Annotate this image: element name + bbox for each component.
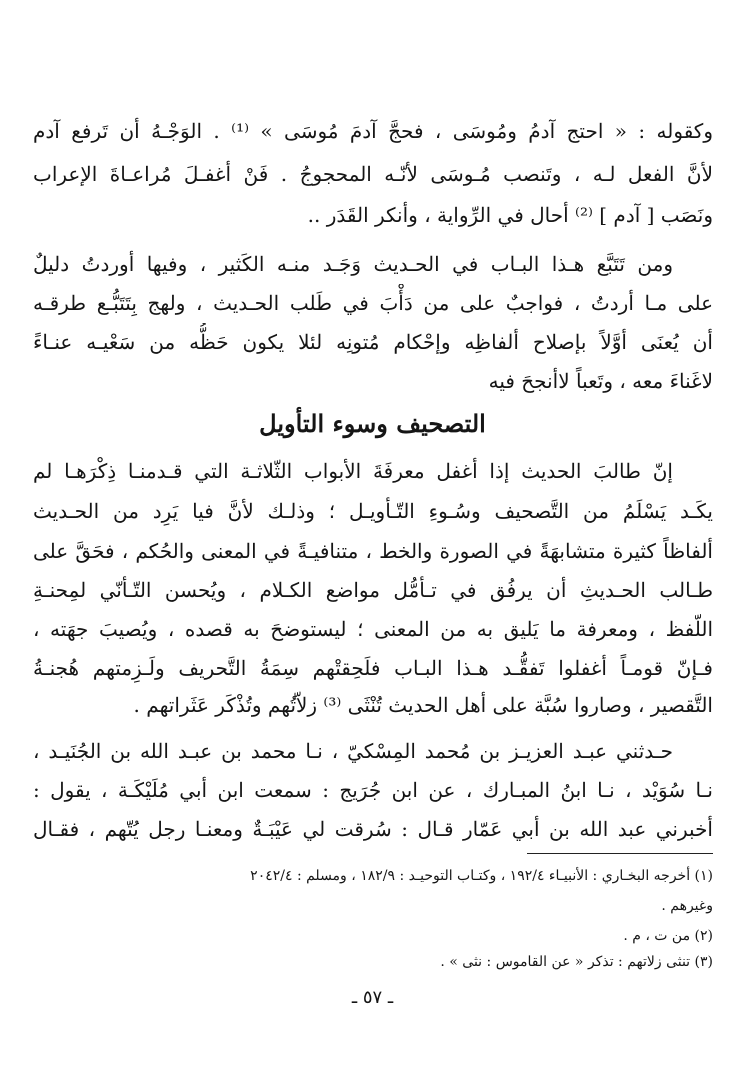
text-line: اللّفظ ، ومعرفة ما يَليق به من المعنى ؛ ليستوضحَ به قصده ، ويُصيبَ جهَته ، xyxy=(33,617,713,641)
text-line: التَّقصير ، وصاروا سُبَّة على أهل الحديث تُنْثَى ⁽³⁾ زلاّتُهم وتُذْكَر عَثَراتهم . xyxy=(133,693,713,717)
text-line: ونَصَب [ آدم ] ⁽²⁾ أحال في الرِّواية ، وأنكر القَدَر .. xyxy=(307,203,713,227)
footnote-1: (١) أخرجه البخـاري : الأنبيـاء ١٩٢/٤ ، وكتـاب التوحيـد : ١٨٢/٩ ، ومسلم : ٢٠٤٢/٤ xyxy=(250,868,713,884)
text-line: ألفاظاً كثيرة متشابهَةً في الصورة والخط ، متنافيـةً في المعنى والحُكم ، فحَقَّ على xyxy=(33,539,713,563)
text-line: نـا سُوَيْد ، نـا ابنُ المبـارك ، عن ابن جُرَيج : سمعت ابن أبي مُلَيْكَـة ، يقول : xyxy=(33,778,713,802)
page-number: ـ ٥٧ ـ xyxy=(351,987,394,1008)
text-line: ومن تَتَبَّع هـذا البـاب في الحـديث وَجَـد منـه الكَثير ، وفيها أوردتُ دليلٌ xyxy=(33,252,673,276)
text-line: حـدثني عبـد العزيـز بن مُحمد المِسْكيّ ، نـا محمد بن عبـد الله بن الجُنَيـد ، xyxy=(33,739,673,763)
text-line: فـإنّ قومـاً أغفلوا تَفقُّـد هـذا البـاب فلَحِقتْهم سِمَةُ التَّحريف ولَـزِمتهم هُجنـةُ xyxy=(33,656,713,680)
text-line: أن يُعنَى أوَّلاً بإصلاح ألفاظِه وإحْكام مُتونِه لئلا يكون حَظُّه من سَعْيـه عنـاءً xyxy=(33,330,713,354)
footnote-2: (٢) من ت ، م . xyxy=(623,928,713,944)
footnote-rule xyxy=(527,853,713,854)
text-line: إنّ طالبَ الحديث إذا أغفل معرفَةَ الأبواب الثّلاثـة التي قـدمنـا ذِكْرَهـا لم xyxy=(33,459,673,483)
text-line: يكَـد يَسْلَمُ من التَّصحيف وسُـوءِ التّـأويـل ؛ وذلـك لأنَّ فيا يَرِد من الحـديث xyxy=(33,499,713,523)
text-line: أخبرني عبد الله بن أبي عَمّار قـال : سُرقت لي عَيْبَـةٌ ومعنـا رجل يُتّهم ، فقـال xyxy=(33,817,713,841)
footnote-1-continued: وغيرهم . xyxy=(661,898,713,914)
text-line: لاغَناءَ معه ، وتَعباً لاأنجحَ فيه xyxy=(488,369,713,393)
section-heading: التصحيف وسوء التأويل xyxy=(259,409,486,438)
text-line: طـالب الحـديثِ أن يرفُق في تـأمُّل مواضع الكـلام ، ويُحسن التّـأنّي لمِحنـةِ xyxy=(33,578,713,602)
text-line: على مـا أردتُ ، فواجبٌ على من دَأْبَ في طَلب الحـديث ، ولهج بِتَتَبُّـع طرقـه xyxy=(33,291,713,315)
text-line: وكقوله : « احتج آدمُ ومُوسَى ، فحجَّ آدمَ مُوسَى » ⁽¹⁾ . الوَجْـهُ أن تَرفع آدم xyxy=(33,119,713,143)
text-line: لأنَّ الفعل لـه ، وتَنصب مُـوسَى لأنّـه المحجوجُ . فَنْ أغفـلَ مُراعـاةَ الإعراب xyxy=(33,162,713,186)
footnote-3: (٣) تنثى زلاتهم : تذكر « عن القاموس : نثى » . xyxy=(440,954,713,970)
